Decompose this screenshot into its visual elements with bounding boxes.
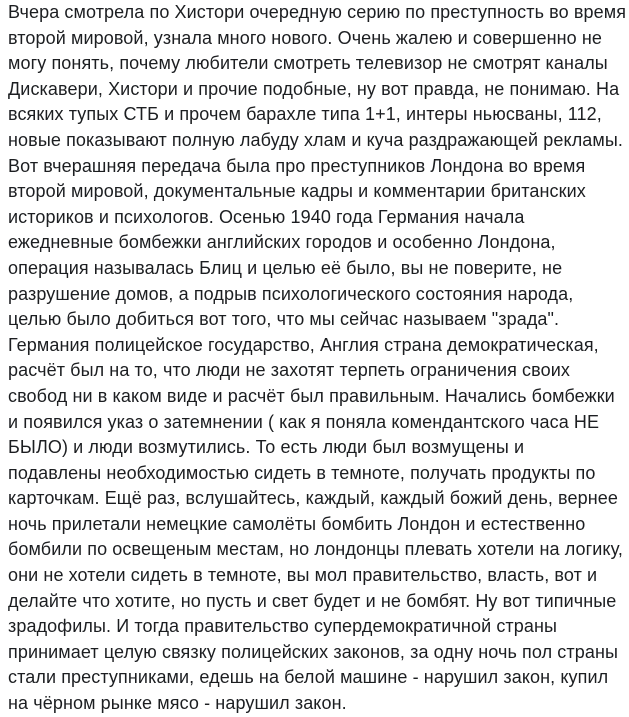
post-line: Вчера смотрела по Хистори очередную серию по преступность во время xyxy=(8,2,627,22)
post-line: операция называлась Блиц и целью её было, вы не поверите, не xyxy=(8,257,563,278)
post-line: историков и психологов. Осенью 1940 года Германия начала xyxy=(8,206,525,227)
post-line: Вот вчерашняя передача была про преступников Лондона во время xyxy=(8,155,586,176)
post-line: второй мировой, документальные кадры и комментарии британских xyxy=(8,181,586,202)
post-line: Германия полицейское государство, Англия страна демократическая, xyxy=(8,334,599,355)
post-line: бомбили по освещеным местам, но лондонцы плевать хотели на логику, xyxy=(8,539,624,560)
post-line: стали преступниками, едешь на белой машине - нарушил закон, купил xyxy=(8,667,609,688)
post-line: свобод ни в каком виде и расчёт был правильным. Начались бомбежки xyxy=(8,385,615,406)
post-line: всяких тупых СТБ и прочем барахле типа 1+1, интеры ньюсваны, 112, xyxy=(8,104,602,125)
post-text xyxy=(8,0,629,717)
post-line: и появился указ о затемнении ( как я поняла комендантского часа НЕ xyxy=(8,411,600,432)
post-line: БЫЛО) и люди возмутились. То есть люди был возмущены и xyxy=(8,437,525,458)
post-line: делайте что хотите, но пусть и свет будет и не бомбят. Ну вот типичные xyxy=(8,590,617,611)
post-line: подавлены необходимостью сидеть в темноте, получать продукты по xyxy=(8,462,596,483)
post-line: могу понять, почему любители смотреть телевизор не смотрят каналы xyxy=(8,53,608,74)
post-line: целью было добиться вот того, что мы сейчас называем "зрада". xyxy=(8,309,560,330)
post-line: на чёрном рынке мясо - нарушил закон. xyxy=(8,693,347,714)
post-line: зрадофилы. И тогда правительство супердемократичной страны xyxy=(8,616,558,637)
post-line: второй мировой, узнала много нового. Очень жалею и совершенно не xyxy=(8,27,603,48)
post-line: Дискавери, Хистори и прочие подобные, ну вот правда, не понимаю. На xyxy=(8,78,620,99)
post-line: карточкам. Ещё раз, вслушайтесь, каждый, каждый божий день, вернее xyxy=(8,488,618,509)
post-line: принимает целую связку полицейских законов, за одну ночь пол страны xyxy=(8,641,619,662)
post-line: ночь прилетали немецкие самолёты бомбить Лондон и естественно xyxy=(8,513,586,534)
post-line: новые показывают полную лабуду хлам и куча раздражающей рекламы. xyxy=(8,129,624,150)
post-line: они не хотели сидеть в темноте, вы мол правительство, власть, вот и xyxy=(8,565,598,586)
post-line: разрушение домов, а подрыв психологического состояния народа, xyxy=(8,283,574,304)
post-line: расчёт был на то, что люди не захотят терпеть ограничения своих xyxy=(8,360,570,381)
post-line: ежедневные бомбежки английских городов и особенно Лондона, xyxy=(8,232,556,253)
